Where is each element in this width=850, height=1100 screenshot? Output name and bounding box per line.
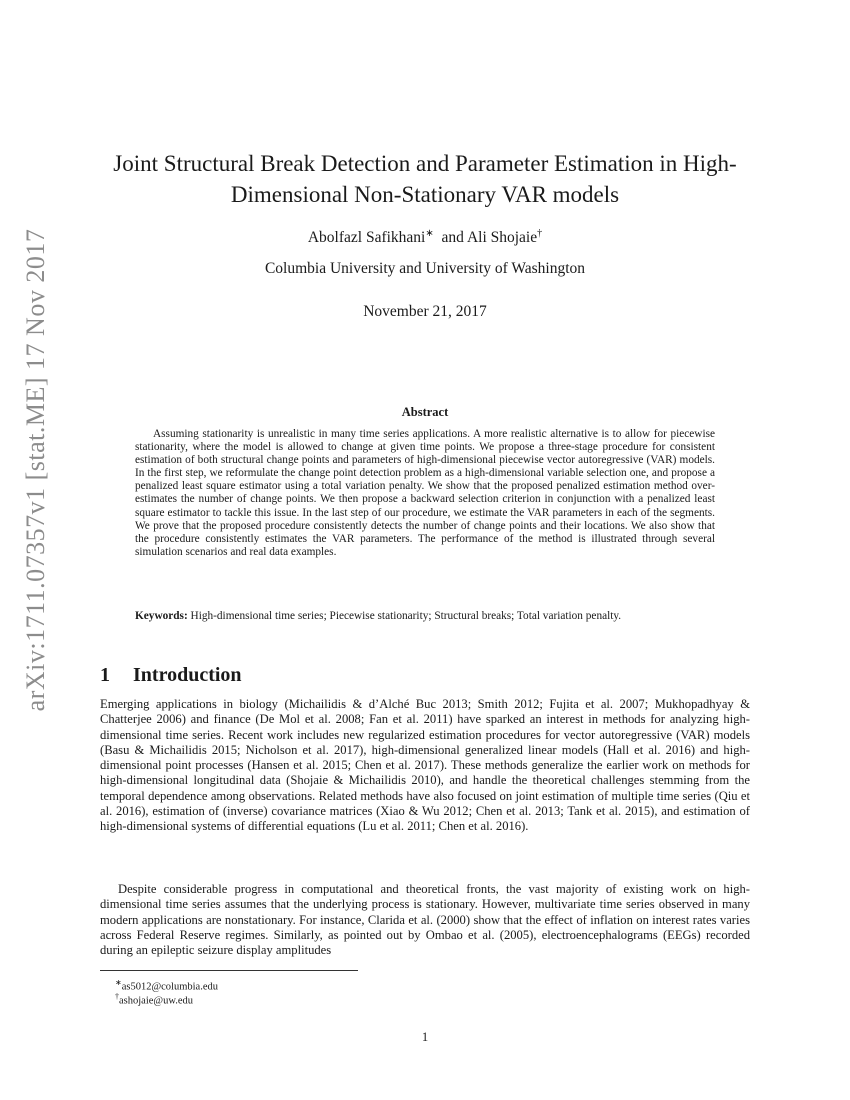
keywords xyxy=(135,610,715,623)
section-number: 1 xyxy=(100,664,110,686)
arxiv-id: arXiv:1711.07357v1 [stat.ME] 17 Nov 2017 xyxy=(21,228,50,712)
footnote-1-mark: ∗ xyxy=(115,978,122,987)
affiliation: Columbia University and University of Washington xyxy=(264,260,586,277)
author-line xyxy=(100,228,750,247)
paragraph: Emerging applications in biology (Michailidis & d’Alché Buc 2013; Smith 2012; Fujita et al. 2007; Mukhopadhyay & Chatterjee 2006) and finance (De Mol et al. 2008; Fan et al. 2011) have sparked an interest in methods for analyzing high-dimensional time series. Recent work includes new regularized estimation procedures for vector autoregressive (VAR) models (Basu & Michailidis 2015; Nicholson et al. 2017), high-dimensional generalized linear models (Hall et al. 2016) and high-dimensional point processes (Hansen et al. 2015; Chen et al. 2017). These methods generalize the earlier work on methods for high-dimensional longitudinal data (Shojaie & Michailidis 2010), and handle the theoretical challenges stemming from the temporal dependence among observations. Related methods have also focused on joint estimation of multiple time series (Qiu et al. 2016), estimation of (inverse) covariance matrices (Xiao & Wu 2012; Chen et al. 2013; Tank et al. 2015), and estimation of high-dimensional systems of differential equations (Lu et al. 2011; Chen et al. 2016). xyxy=(100,697,750,834)
footnote-1-text: as5012@columbia.edu xyxy=(121,981,218,993)
footnote-2-mark: † xyxy=(115,992,119,1001)
author-1: Abolfazl Safikhani xyxy=(307,229,426,247)
footnote-2 xyxy=(115,990,193,1008)
abstract-heading: Abstract xyxy=(401,405,449,419)
author-connector: and xyxy=(441,229,464,247)
keywords-label: Keywords: xyxy=(135,610,188,622)
author-1-mark: ∗ xyxy=(425,228,434,239)
paper-title: Joint Structural Break Detection and Parameter Estimation in High-Dimensional Non-Stationary VAR models xyxy=(113,151,737,207)
section-heading xyxy=(100,664,242,687)
author-2: Ali Shojaie xyxy=(466,229,538,247)
footnote-rule xyxy=(100,970,358,971)
keywords-text: High-dimensional time series; Piecewise stationarity; Structural breaks; Total variation penalty. xyxy=(190,610,622,622)
page-number: 1 xyxy=(421,1030,429,1044)
date: November 21, 2017 xyxy=(363,303,487,320)
arxiv-stamp xyxy=(0,0,60,1100)
paragraph: Despite considerable progress in computational and theoretical fronts, the vast majority of existing work on high-dimensional time series assumes that the underlying process is stationary. However, multivariate time series observed in many modern applications are nonstationary. For instance, Clarida et al. (2000) show that the effect of inflation on interest rates varies across Federal Reserve regimes. Similarly, as pointed out by Ombao et al. (2005), electroencephalograms (EEGs) recorded during an epileptic seizure display amplitudes xyxy=(100,882,750,958)
section-title: Introduction xyxy=(133,664,242,686)
footnote-2-text: ashojaie@uw.edu xyxy=(119,995,194,1007)
abstract-text: Assuming stationarity is unrealistic in many time series applications. A more realistic alternative is to allow for piecewise stationarity, where the model is allowed to change at given time points. We propose a three-stage procedure for consistent estimation of both structural change points and parameters of high-dimensional piecewise vector autoregressive (VAR) models. In the first step, we reformulate the change point detection problem as a high-dimensional variable selection one, and propose a penalized least square estimator using a total variation penalty. We show that the proposed penalized estimation method over-estimates the number of change points. We then propose a backward selection criterion in conjunction with a penalized least square estimator to tackle this issue. In the last step of our procedure, we estimate the VAR parameters in each of the segments. We prove that the proposed procedure consistently detects the number of change points and their locations. We also show that the procedure consistently estimates the VAR parameters. The performance of the method is illustrated through several simulation scenarios and real data examples. xyxy=(135,428,715,558)
author-2-mark: † xyxy=(537,228,543,239)
